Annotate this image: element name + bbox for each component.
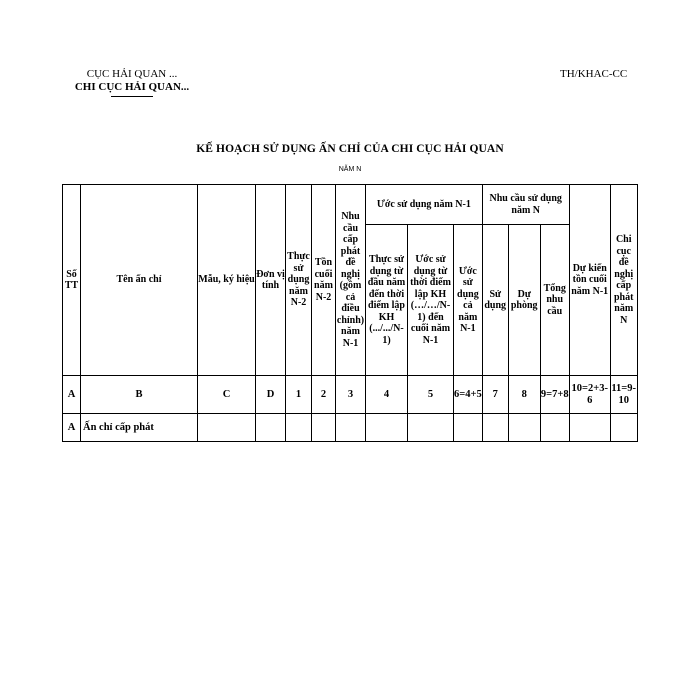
agency-underline — [111, 96, 153, 97]
empty-cell — [482, 414, 508, 442]
code-cell: 2 — [312, 376, 336, 414]
header-est-start: Thực sử dụng từ đầu năm đến thời điểm lập KH (.../.../N-1) — [366, 225, 408, 376]
header-need-group: Nhu cầu sử dụng năm N — [482, 185, 569, 225]
header-name: Tên ấn chỉ — [81, 185, 198, 376]
header-stock-n2: Tồn cuối năm N-2 — [312, 185, 336, 376]
empty-cell — [198, 414, 256, 442]
code-cell: D — [256, 376, 286, 414]
form-code: TH/KHAC-CC — [560, 68, 628, 80]
document-subtitle: NĂM N — [338, 166, 362, 173]
empty-cell — [540, 414, 569, 442]
code-cell: C — [198, 376, 256, 414]
header-reserve: Dự phòng — [508, 225, 540, 376]
code-cell: 3 — [336, 376, 366, 414]
header-estimate-group: Ước sử dụng năm N-1 — [366, 185, 483, 225]
code-cell: 9=7+8 — [540, 376, 569, 414]
section-label: Ấn chỉ cấp phát — [81, 414, 198, 442]
header-unit: Đơn vị tính — [256, 185, 286, 376]
header-expected-stock: Dự kiến tồn cuối năm N-1 — [569, 185, 610, 376]
plan-table — [62, 184, 638, 442]
empty-cell — [312, 414, 336, 442]
header-actual-n2: Thực sử dụng năm N-2 — [286, 185, 312, 376]
code-cell: 7 — [482, 376, 508, 414]
branch-name: CHI CỤC HẢI QUAN... — [74, 81, 190, 93]
header-est-total: Ước sử dụng cả năm N-1 — [454, 225, 483, 376]
code-cell: 1 — [286, 376, 312, 414]
header-demand-n1: Nhu cầu cấp phát đề nghị (gồm cả điều chỉnh) năm N-1 — [336, 185, 366, 376]
column-code-row — [63, 376, 638, 414]
empty-cell — [454, 414, 483, 442]
empty-cell — [336, 414, 366, 442]
empty-cell — [366, 414, 408, 442]
agency-block — [62, 68, 202, 97]
section-code: A — [63, 414, 81, 442]
header-row-1 — [63, 185, 638, 225]
code-cell: A — [63, 376, 81, 414]
code-cell: 10=2+3-6 — [569, 376, 610, 414]
header-code: Mẫu, ký hiệu — [198, 185, 256, 376]
empty-cell — [610, 414, 637, 442]
header-request: Chi cục đề nghị cấp phát năm N — [610, 185, 637, 376]
code-cell: 6=4+5 — [454, 376, 483, 414]
empty-cell — [508, 414, 540, 442]
code-cell: 11=9-10 — [610, 376, 637, 414]
empty-cell — [569, 414, 610, 442]
code-cell: B — [81, 376, 198, 414]
section-row — [63, 414, 638, 442]
code-cell: 4 — [366, 376, 408, 414]
code-cell: 5 — [408, 376, 454, 414]
document-title: KẾ HOẠCH SỬ DỤNG ẤN CHỈ CỦA CHI CỤC HẢI QUAN — [196, 143, 504, 155]
agency-name: CỤC HẢI QUAN ... — [86, 68, 178, 80]
empty-cell — [256, 414, 286, 442]
header-stt: Số TT — [63, 185, 81, 376]
code-cell: 8 — [508, 376, 540, 414]
header-use: Sử dụng — [482, 225, 508, 376]
empty-cell — [286, 414, 312, 442]
empty-cell — [408, 414, 454, 442]
header-est-rest: Ước sử dụng từ thời điểm lập KH (…/…/N-1) đến cuối năm N-1 — [408, 225, 454, 376]
header-total-need: Tổng nhu cầu — [540, 225, 569, 376]
